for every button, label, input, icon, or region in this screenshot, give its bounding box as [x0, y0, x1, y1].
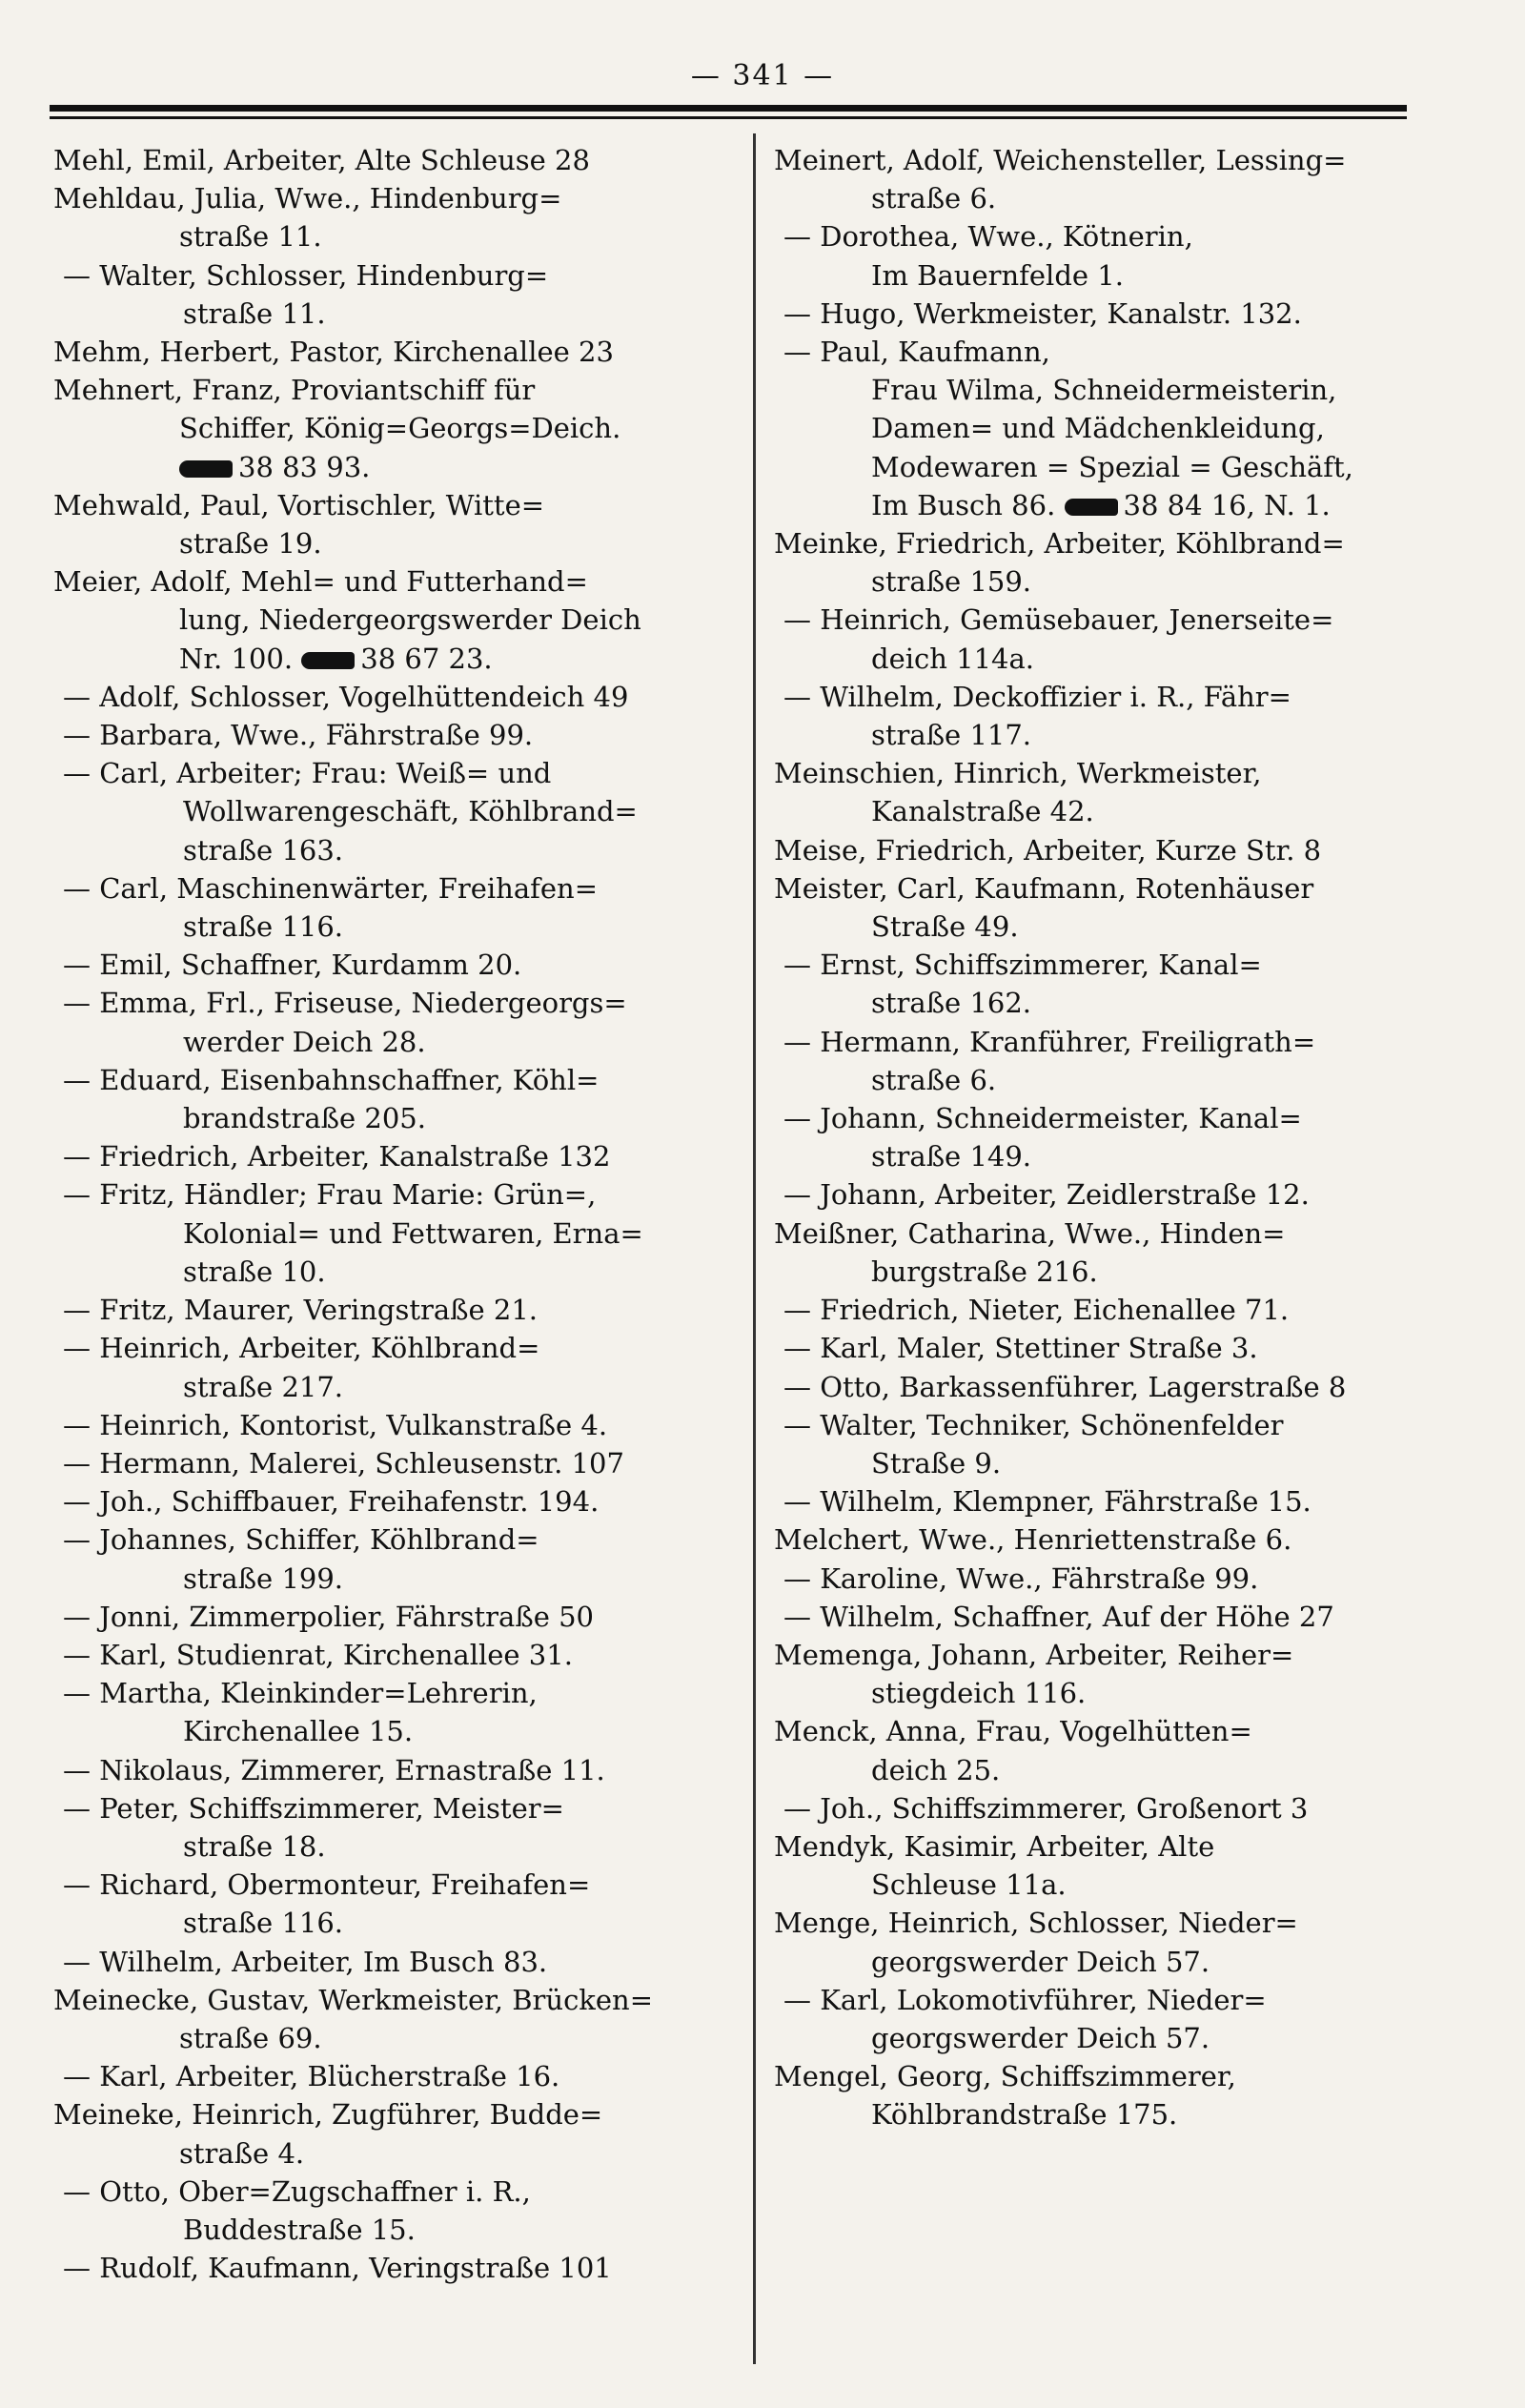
entry-line: Mehwald, Paul, Vortischler, Witte= — [53, 488, 545, 521]
entry-continuation-line: straße 116. — [183, 910, 344, 944]
directory-entry — [53, 1482, 734, 1520]
telephone-icon — [179, 460, 233, 478]
directory-entry — [53, 256, 734, 333]
directory-entry — [53, 1520, 734, 1597]
entry-line: — Hugo, Werkmeister, Kanalstr. 132. — [783, 296, 1302, 330]
directory-entry — [774, 1175, 1422, 1214]
directory-entry — [774, 1981, 1422, 2057]
entry-line: — Johannes, Schiffer, Köhlbrand= — [63, 1523, 539, 1557]
entry-line: Mehnert, Franz, Proviantschiff für — [53, 374, 536, 407]
entry-line: — Joh., Schiffbauer, Freihafenstr. 194. — [63, 1485, 600, 1519]
entry-continuation-line: Kirchenallee 15. — [183, 1715, 414, 1748]
entry-continuation-line: Damen= und Mädchenkleidung, — [871, 412, 1325, 445]
directory-entry — [53, 333, 734, 371]
entry-line: — Jonni, Zimmerpolier, Fährstraße 50 — [63, 1600, 594, 1633]
entry-continuation-line: straße 10. — [183, 1255, 326, 1288]
right-column — [774, 141, 1422, 2134]
directory-entry — [53, 754, 734, 869]
entry-continuation-line: lung, Niedergeorgswerder Deich — [179, 603, 641, 637]
telephone-icon — [1065, 499, 1118, 516]
entry-continuation-line: straße 6. — [871, 182, 997, 215]
entry-continuation-line: Straße 49. — [871, 910, 1019, 944]
entry-continuation-line: Buddestraße 15. — [183, 2213, 416, 2246]
entry-line: Mengel, Georg, Schiffszimmerer, — [774, 2060, 1236, 2093]
entry-continuation-line: Straße 9. — [871, 1446, 1002, 1479]
directory-entry — [53, 1981, 734, 2057]
directory-entry — [774, 2057, 1422, 2133]
entry-continuation-line: straße 117. — [871, 719, 1032, 752]
directory-entry — [774, 217, 1422, 294]
entry-line: — Ernst, Schiffszimmerer, Kanal= — [783, 949, 1262, 982]
entry-line: — Karoline, Wwe., Fährstraße 99. — [783, 1561, 1259, 1595]
directory-entry — [53, 2173, 734, 2249]
directory-entry — [774, 1291, 1422, 1329]
directory-entry — [774, 1904, 1422, 1980]
entry-line: — Heinrich, Arbeiter, Köhlbrand= — [63, 1332, 540, 1365]
entry-line: Meinecke, Gustav, Werkmeister, Brücken= — [53, 1983, 654, 2016]
entry-line: Mehldau, Julia, Wwe., Hindenburg= — [53, 182, 562, 215]
directory-entry — [774, 754, 1422, 830]
entry-line: — Johann, Schneidermeister, Kanal= — [783, 1102, 1302, 1135]
entry-continuation-line: Im Bauernfelde 1. — [871, 258, 1124, 292]
entry-line: Meier, Adolf, Mehl= und Futterhand= — [53, 565, 588, 599]
directory-entry — [53, 1061, 734, 1137]
directory-entry — [774, 1368, 1422, 1406]
directory-entry — [53, 2095, 734, 2172]
directory-entry — [774, 1520, 1422, 1559]
directory-entry — [53, 2057, 734, 2095]
entry-continuation-line: georgswerder Deich 57. — [871, 1945, 1210, 1978]
directory-entry — [774, 141, 1422, 217]
entry-line: Meißner, Catharina, Wwe., Hinden= — [774, 1216, 1286, 1250]
entry-line: — Karl, Lokomotivführer, Nieder= — [783, 1983, 1267, 2016]
directory-entry — [53, 1291, 734, 1329]
entry-line: — Eduard, Eisenbahnschaffner, Köhl= — [63, 1063, 600, 1096]
directory-entry — [53, 1175, 734, 1291]
directory-entry — [53, 1789, 734, 1866]
entry-line: Mendyk, Kasimir, Arbeiter, Alte — [774, 1829, 1215, 1863]
entry-continuation-line: straße 69. — [179, 2021, 322, 2054]
entry-continuation-line: 38 83 93. — [53, 448, 734, 486]
directory-entry — [774, 1789, 1422, 1827]
entry-continuation-line: straße 163. — [183, 833, 344, 867]
entry-line: — Johann, Arbeiter, Zeidlerstraße 12. — [783, 1178, 1310, 1212]
entry-line: — Nikolaus, Zimmerer, Ernastraße 11. — [63, 1753, 605, 1786]
header-rule-thick — [50, 105, 1407, 112]
directory-entry — [53, 869, 734, 946]
directory-entry — [53, 562, 734, 678]
directory-entry — [774, 946, 1422, 1022]
directory-entry — [53, 678, 734, 716]
entry-continuation-line: Köhlbrandstraße 175. — [871, 2098, 1178, 2132]
entry-continuation-line: Schiffer, König=Georgs=Deich. — [179, 412, 621, 445]
entry-line: — Emil, Schaffner, Kurdamm 20. — [63, 949, 522, 982]
directory-entry — [774, 1482, 1422, 1520]
directory-entry — [53, 1636, 734, 1674]
entry-line: — Rudolf, Kaufmann, Veringstraße 101 — [63, 2252, 612, 2285]
directory-entry — [774, 1827, 1422, 1904]
entry-line: — Walter, Techniker, Schönenfelder — [783, 1408, 1284, 1441]
directory-entry — [774, 1406, 1422, 1482]
entry-line: — Friedrich, Arbeiter, Kanalstraße 132 — [63, 1140, 611, 1173]
entry-continuation-line: Nr. 100. 38 67 23. — [179, 642, 493, 675]
directory-entry — [53, 1751, 734, 1789]
directory-entry — [53, 371, 734, 486]
entry-line: — Wilhelm, Arbeiter, Im Busch 83. — [63, 1945, 548, 1978]
entry-line: Meineke, Heinrich, Zugführer, Budde= — [53, 2098, 603, 2132]
directory-entry — [774, 601, 1422, 677]
column-divider — [753, 133, 756, 2364]
entry-continuation-line: Im Busch 86. 38 84 16, N. 1. — [871, 488, 1331, 521]
directory-entry — [53, 179, 734, 255]
entry-continuation-line: Wollwarengeschäft, Köhlbrand= — [183, 795, 638, 828]
entry-line: — Walter, Schlosser, Hindenburg= — [63, 258, 549, 292]
entry-continuation-line: straße 159. — [871, 565, 1032, 599]
directory-entry — [53, 2249, 734, 2287]
directory-entry — [774, 678, 1422, 754]
entry-line: Meinke, Friedrich, Arbeiter, Köhlbrand= — [774, 527, 1345, 561]
telephone-icon — [301, 652, 355, 669]
directory-entry — [53, 946, 734, 984]
directory-entry — [774, 295, 1422, 333]
entry-continuation-line: straße 149. — [871, 1140, 1032, 1173]
entry-line: Menck, Anna, Frau, Vogelhütten= — [774, 1715, 1252, 1748]
directory-entry — [774, 831, 1422, 869]
page-number: — 341 — — [690, 59, 835, 92]
directory-entry — [774, 1329, 1422, 1367]
entry-continuation-line: brandstraße 205. — [183, 1102, 426, 1135]
entry-continuation-line: burgstraße 216. — [871, 1255, 1098, 1288]
directory-entry — [53, 1329, 734, 1405]
entry-line: Mehl, Emil, Arbeiter, Alte Schleuse 28 — [53, 144, 590, 176]
entry-line: — Wilhelm, Schaffner, Auf der Höhe 27 — [783, 1600, 1334, 1633]
entry-continuation-line: deich 114a. — [871, 642, 1034, 675]
entry-line: — Fritz, Maurer, Veringstraße 21. — [63, 1294, 539, 1327]
directory-entry — [53, 486, 734, 562]
entry-continuation-line: georgswerder Deich 57. — [871, 2021, 1210, 2054]
directory-entry — [774, 1214, 1422, 1291]
entry-line: — Wilhelm, Deckoffizier i. R., Fähr= — [783, 680, 1291, 713]
entry-continuation-line: straße 11. — [179, 220, 322, 254]
directory-entry — [53, 716, 734, 754]
directory-entry — [774, 1560, 1422, 1598]
entry-line: — Hermann, Malerei, Schleusenstr. 107 — [63, 1446, 624, 1479]
directory-entry — [774, 1023, 1422, 1099]
entry-continuation-line: straße 18. — [183, 1829, 326, 1863]
entry-continuation-line: straße 4. — [179, 2136, 305, 2170]
entry-line: — Carl, Arbeiter; Frau: Weiß= und — [63, 757, 552, 790]
directory-entry — [53, 1444, 734, 1482]
directory-entry — [774, 524, 1422, 601]
entry-continuation-line: Frau Wilma, Schneidermeisterin, — [871, 374, 1337, 407]
entry-line: — Friedrich, Nieter, Eichenallee 71. — [783, 1294, 1290, 1327]
header-rule-thin — [50, 116, 1407, 119]
entry-continuation-line: straße 199. — [183, 1561, 344, 1595]
entry-line: Meinschien, Hinrich, Werkmeister, — [774, 757, 1262, 790]
entry-line: — Heinrich, Gemüsebauer, Jenerseite= — [783, 603, 1334, 637]
entry-line: — Peter, Schiffszimmerer, Meister= — [63, 1791, 564, 1825]
entry-line: — Heinrich, Kontorist, Vulkanstraße 4. — [63, 1408, 608, 1441]
entry-line: Memenga, Johann, Arbeiter, Reiher= — [774, 1638, 1294, 1671]
entry-continuation-line: werder Deich 28. — [183, 1025, 426, 1058]
entry-line: — Emma, Frl., Friseuse, Niedergeorgs= — [63, 987, 627, 1020]
directory-entry — [53, 1137, 734, 1175]
entry-line: — Karl, Studienrat, Kirchenallee 31. — [63, 1638, 573, 1671]
entry-continuation-line: straße 11. — [183, 296, 326, 330]
directory-entry — [774, 333, 1422, 524]
entry-line: — Wilhelm, Klempner, Fährstraße 15. — [783, 1485, 1312, 1519]
entry-line: — Richard, Obermonteur, Freihafen= — [63, 1868, 591, 1902]
directory-entry — [53, 1406, 734, 1444]
entry-line: — Paul, Kaufmann, — [783, 336, 1050, 369]
entry-continuation-line: straße 19. — [179, 527, 322, 561]
entry-line: Meister, Carl, Kaufmann, Rotenhäuser — [774, 871, 1314, 905]
directory-entry — [53, 1943, 734, 1981]
directory-entry — [774, 1636, 1422, 1712]
directory-entry — [53, 1866, 734, 1942]
left-column — [53, 141, 734, 2287]
entry-line: — Adolf, Schlosser, Vogelhüttendeich 49 — [63, 680, 629, 713]
entry-line: Meise, Friedrich, Arbeiter, Kurze Str. 8 — [774, 833, 1322, 867]
entry-line: Melchert, Wwe., Henriettenstraße 6. — [774, 1523, 1292, 1557]
directory-entry — [774, 869, 1422, 946]
directory-entry — [53, 1674, 734, 1750]
entry-line: Mehm, Herbert, Pastor, Kirchenallee 23 — [53, 336, 614, 369]
entry-line: Menge, Heinrich, Schlosser, Nieder= — [774, 1907, 1298, 1940]
directory-entry — [53, 1598, 734, 1636]
directory-entry — [774, 1099, 1422, 1175]
entry-continuation-line: stiegdeich 116. — [871, 1677, 1087, 1710]
entry-line: — Martha, Kleinkinder=Lehrerin, — [63, 1677, 538, 1710]
entry-line: — Fritz, Händler; Frau Marie: Grün=, — [63, 1178, 597, 1212]
entry-continuation-line: straße 217. — [183, 1370, 344, 1403]
entry-line: — Dorothea, Wwe., Kötnerin, — [783, 220, 1193, 254]
directory-entry — [774, 1598, 1422, 1636]
entry-continuation-line: straße 116. — [183, 1907, 344, 1940]
entry-continuation-line: straße 162. — [871, 987, 1032, 1020]
entry-continuation-line: straße 6. — [871, 1063, 997, 1096]
entry-continuation-line: Modewaren = Spezial = Geschäft, — [871, 450, 1353, 483]
directory-entry — [774, 1712, 1422, 1788]
entry-line: Meinert, Adolf, Weichensteller, Lessing= — [774, 144, 1347, 176]
entry-line: — Joh., Schiffszimmerer, Großenort 3 — [783, 1791, 1309, 1825]
entry-line: — Karl, Maler, Stettiner Straße 3. — [783, 1332, 1258, 1365]
entry-line: — Otto, Ober=Zugschaffner i. R., — [63, 2174, 531, 2208]
entry-line: — Carl, Maschinenwärter, Freihafen= — [63, 871, 599, 905]
entry-continuation-line: Kanalstraße 42. — [871, 795, 1094, 828]
directory-entry — [53, 141, 734, 179]
entry-line: — Barbara, Wwe., Fährstraße 99. — [63, 719, 534, 752]
entry-continuation-line: deich 25. — [871, 1753, 1001, 1786]
entry-line: — Karl, Arbeiter, Blücherstraße 16. — [63, 2060, 560, 2093]
entry-continuation-line: Kolonial= und Fettwaren, Erna= — [183, 1216, 643, 1250]
entry-line: — Hermann, Kranführer, Freiligrath= — [783, 1025, 1316, 1058]
entry-continuation-line: Schleuse 11a. — [871, 1868, 1067, 1902]
entry-line: — Otto, Barkassenführer, Lagerstraße 8 — [783, 1370, 1347, 1403]
directory-entry — [53, 984, 734, 1060]
